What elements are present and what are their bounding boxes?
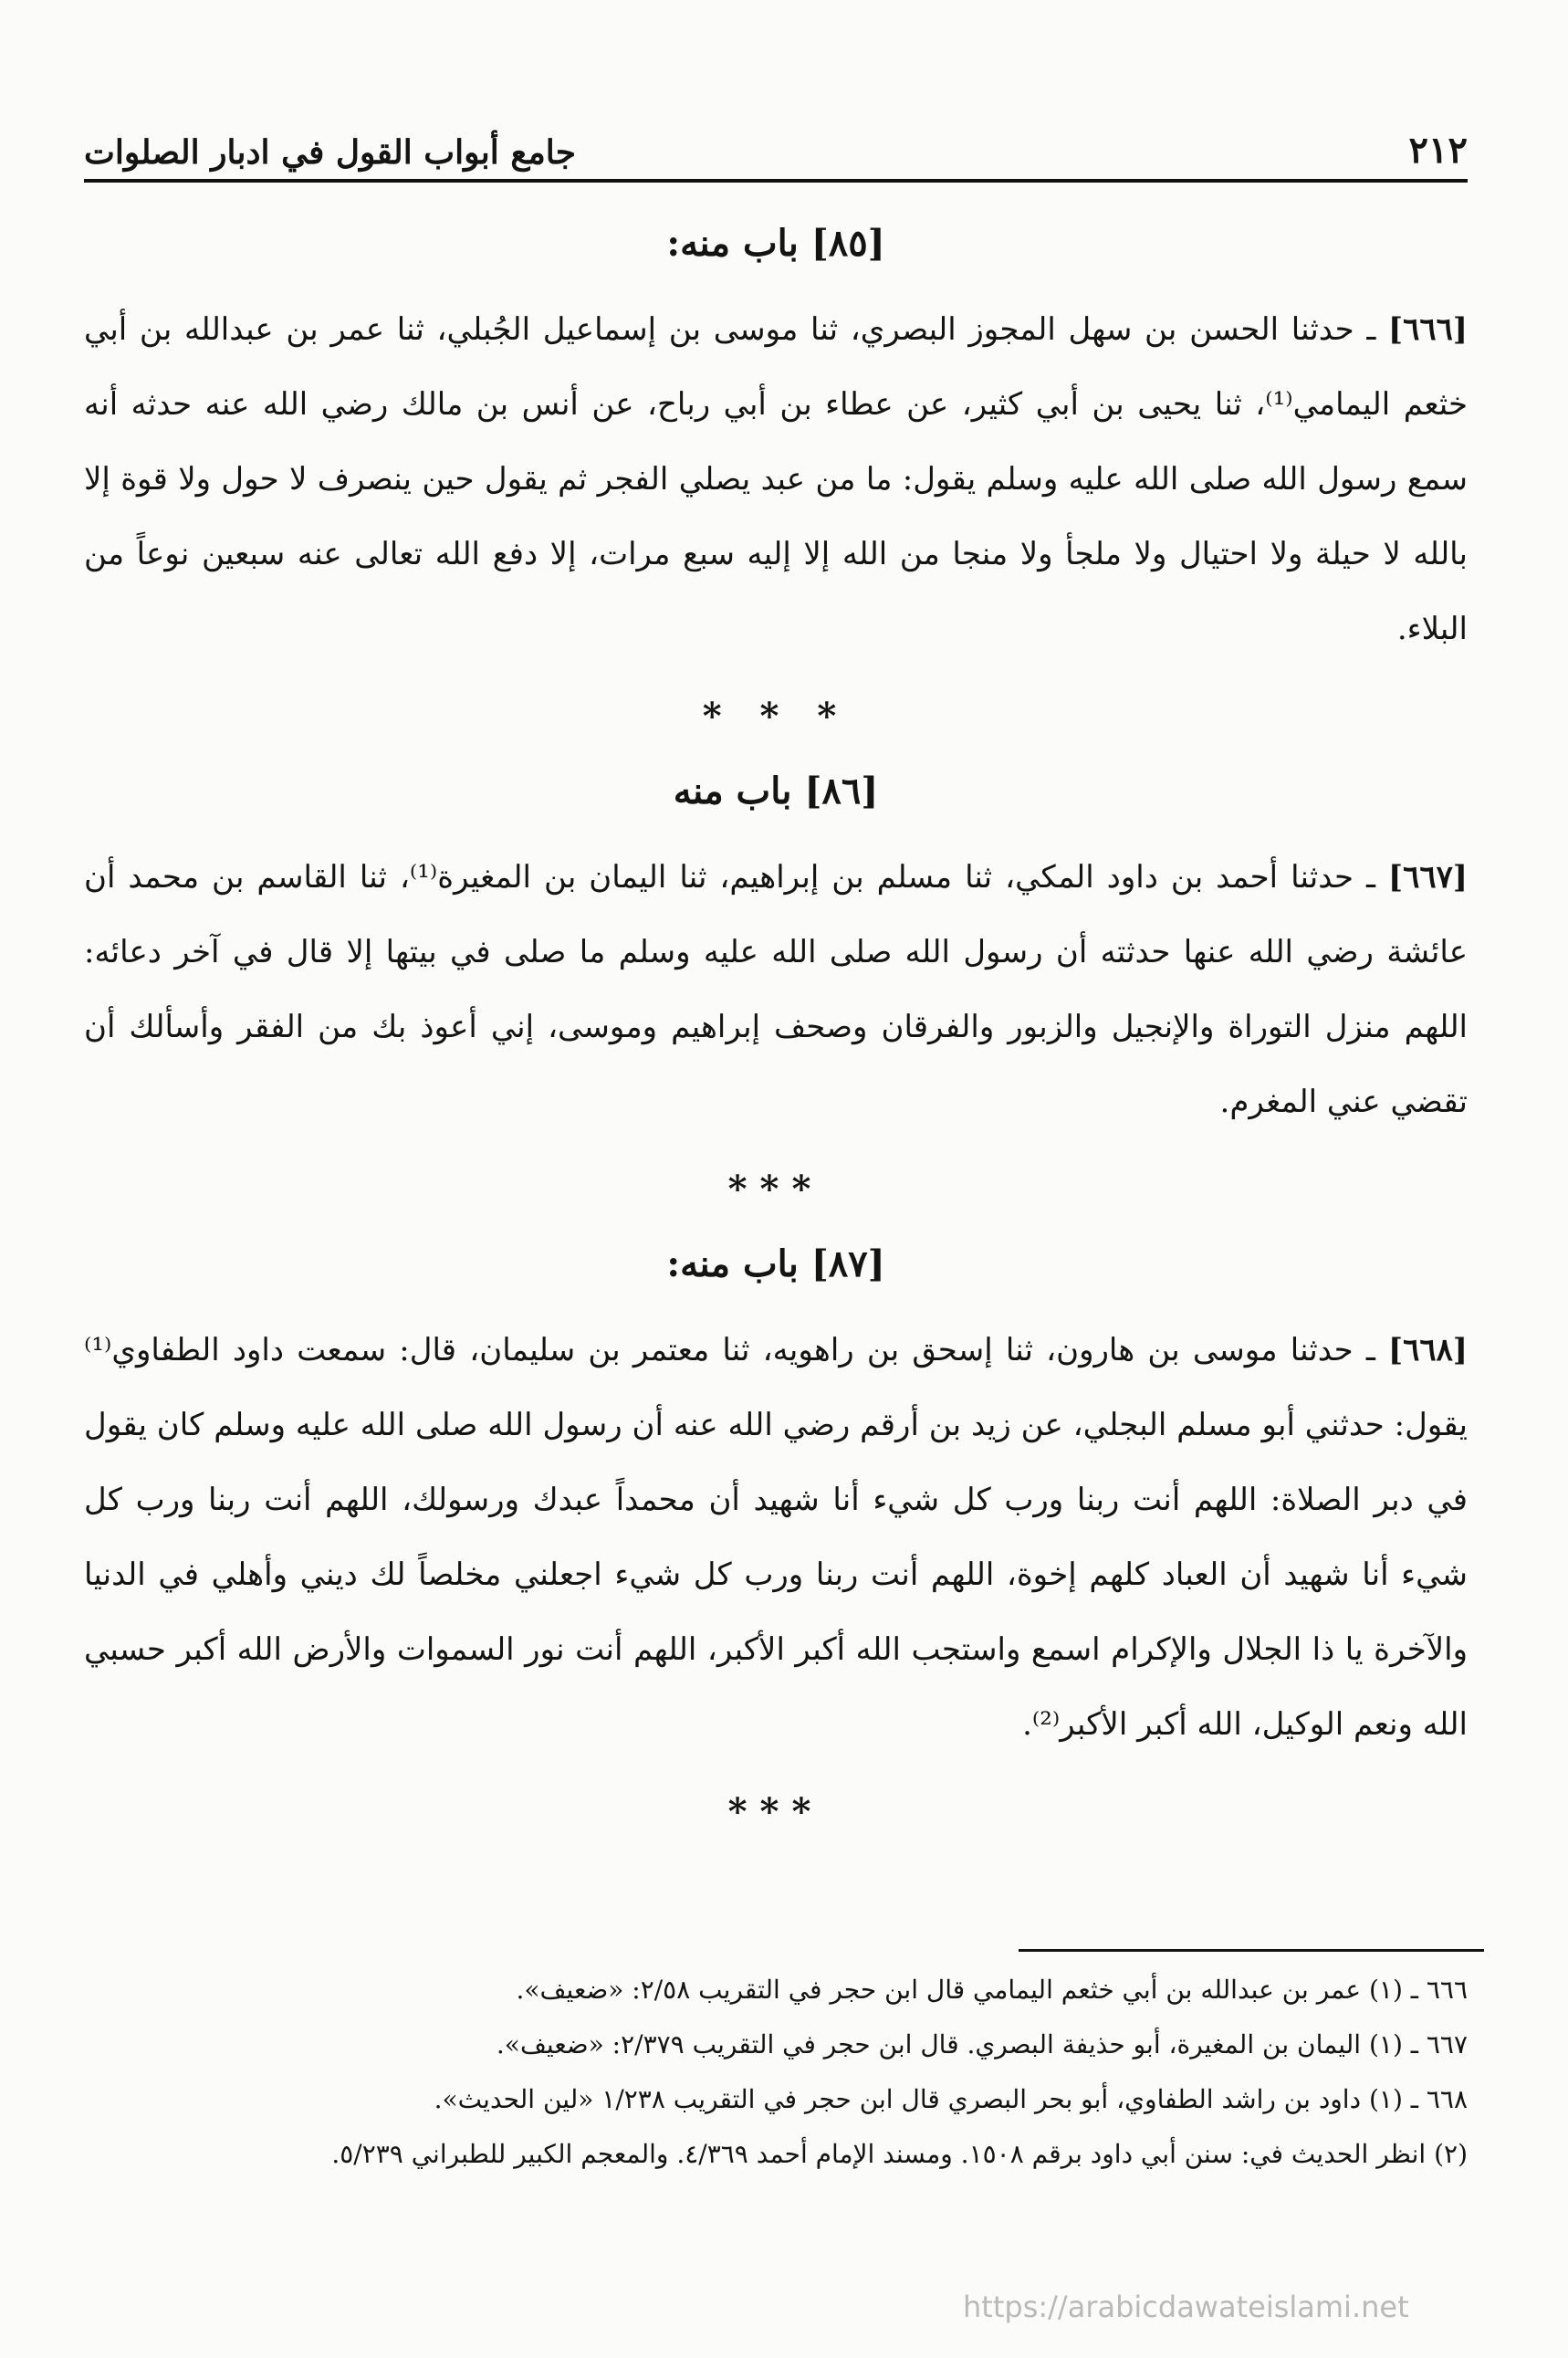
page-number: ٢١٢ <box>1408 129 1468 172</box>
footnote-666: ٦٦٦ ـ (١) عمر بن عبدالله بن أبي خثعم اليمامي قال ابن حجر في التقريب ٢/٥٨: «ضعيف». <box>516 1975 1468 2005</box>
section-separator: *** <box>727 1168 824 1210</box>
section-title-86: [٨٦] باب منه <box>673 770 879 812</box>
section-separator: *** <box>727 1790 824 1833</box>
footnotes <box>84 1963 1468 2182</box>
hadith-number: [٦٦٧] <box>1388 859 1469 896</box>
running-title: جامع أبواب القول في ادبار الصلوات <box>84 133 576 172</box>
running-head <box>84 108 1468 172</box>
hadith-668 <box>84 1313 1468 1762</box>
footnote-667: ٦٦٧ ـ (١) اليمان بن المغيرة، أبو حذيفة البصري. قال ابن حجر في التقريب ٢/٣٧٩: «ضعيف». <box>496 2029 1468 2059</box>
footnote-rule <box>1019 1949 1484 1952</box>
hadith-667 <box>84 840 1468 1139</box>
hadith-text: ـ حدثنا أحمد بن داود المكي، ثنا مسلم بن إبراهيم، ثنا اليمان بن المغيرة⁽¹⁾، ثنا القاسم بن محمد أن عائشة رضي الله عنها حدثته أن رسول الله صلى الله عليه وسلم ما صلى في بيتها إلا قال في آخر دعائه: اللهم منزل التوراة والإنجيل والزبور والفرقان وصحف إبراهيم وموسى، إني أعوذ بك من الفقر وأسألك أن تقضي عني المغرم. <box>84 859 1468 1120</box>
section-separator: * * * <box>702 695 850 738</box>
section-title-87: [٨٧] باب منه: <box>666 1242 885 1285</box>
footnote-668-2: (٢) انظر الحديث في: سنن أبي داود برقم ١٥٠٨. ومسند الإمام أحمد ٤/٣٦٩. والمعجم الكبير للطبراني ٥/٢٣٩. <box>331 2139 1468 2169</box>
hadith-number: [٦٦٦] <box>1388 311 1468 348</box>
hadith-text: ـ حدثنا موسى بن هارون، ثنا إسحق بن راهويه، ثنا معتمر بن سليمان، قال: سمعت داود الطفاوي⁽¹⁾ يقول: حدثني أبو مسلم البجلي، عن زيد بن أرقم رضي الله عنه أن رسول الله صلى الله عليه وسلم كان يقول في دبر الصلاة: اللهم أنت ربنا ورب كل شيء أنا شهيد أن محمداً عبدك ورسولك، اللهم أنت ربنا ورب كل شيء أنا شهيد أن العباد كلهم إخوة، اللهم أنت ربنا ورب كل شيء اجعلني مخلصاً لك ديني وأهلي في الدنيا والآخرة يا ذا الجلال والإكرام اسمع واستجب الله أكبر الأكبر، اللهم أنت نور السموات والأرض الله أكبر حسبي الله ونعم الوكيل، الله أكبر الأكبر⁽²⁾. <box>84 1332 1468 1743</box>
watermark-url: https://arabicdawateislami.net <box>963 2290 1409 2324</box>
main-text <box>84 192 1468 1848</box>
footnote-668: ٦٦٨ ـ (١) داود بن راشد الطفاوي، أبو بحر البصري قال ابن حجر في التقريب ١/٢٣٨ «لين الحديث». <box>434 2084 1468 2114</box>
hadith-text: ـ حدثنا الحسن بن سهل المجوز البصري، ثنا موسى بن إسماعيل الجُبلي، ثنا عمر بن عبدالله بن أبي خثعم اليمامي⁽¹⁾، ثنا يحيى بن أبي كثير، عن عطاء بن أبي رباح، عن أنس بن مالك رضي الله عنه حدثه أنه سمع رسول الله صلى الله عليه وسلم يقول: ما من عبد يصلي الفجر ثم يقول حين ينصرف لا حول ولا قوة إلا بالله لا حيلة ولا احتيال ولا ملجأ ولا منجا من الله إلا إليه سبع مرات، إلا دفع الله تعالى عنه سبعين نوعاً من البلاء. <box>84 311 1468 647</box>
header-rule <box>84 179 1468 183</box>
section-title-85: [٨٥] باب منه: <box>666 222 885 265</box>
hadith-number: [٦٦٨] <box>1388 1332 1469 1368</box>
hadith-666 <box>84 292 1468 666</box>
